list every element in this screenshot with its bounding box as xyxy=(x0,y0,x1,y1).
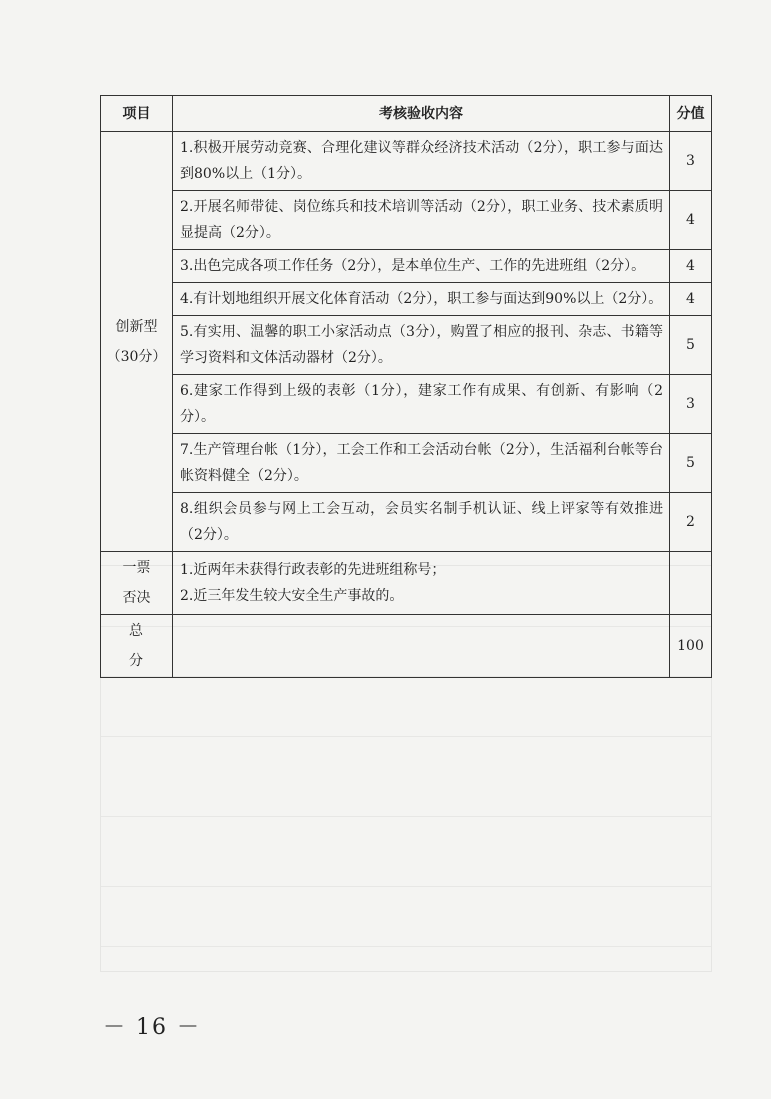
category-score: （30分） xyxy=(106,348,167,365)
criterion-score: 5 xyxy=(670,434,712,493)
criterion-score: 4 xyxy=(670,283,712,316)
veto-label-line1: 一票 xyxy=(122,560,151,576)
criterion-score: 3 xyxy=(670,375,712,434)
header-content: 考核验收内容 xyxy=(173,96,670,132)
assessment-table xyxy=(100,95,712,678)
criterion-text: 4.有计划地组织开展文化体育活动（2分），职工参与面达到90%以上（2分）。 xyxy=(173,283,670,316)
table-row xyxy=(101,493,712,552)
table-row xyxy=(101,250,712,283)
veto-label-cell xyxy=(101,552,173,615)
veto-item-2: 2.近三年发生较大安全生产事故的。 xyxy=(180,588,404,604)
table-row xyxy=(101,283,712,316)
header-item: 项目 xyxy=(101,96,173,132)
page-number: － 16 － xyxy=(103,1015,201,1040)
total-label: 总分 xyxy=(101,615,173,678)
table-row xyxy=(101,434,712,493)
total-content xyxy=(173,615,670,678)
criterion-text: 8.组织会员参与网上工会互动，会员实名制手机认证、线上评家等有效推进（2分）。 xyxy=(173,493,670,552)
total-score: 100 xyxy=(670,615,712,678)
table-row xyxy=(101,375,712,434)
table-row xyxy=(101,316,712,375)
header-score: 分值 xyxy=(670,96,712,132)
veto-score xyxy=(670,552,712,615)
veto-content xyxy=(173,552,670,615)
criterion-text: 5.有实用、温馨的职工小家活动点（3分），购置了相应的报刊、杂志、书籍等学习资料和文体活动器材（2分）。 xyxy=(173,316,670,375)
criterion-text: 3.出色完成各项工作任务（2分），是本单位生产、工作的先进班组（2分）。 xyxy=(173,250,670,283)
criterion-text: 6.建家工作得到上级的表彰（1分），建家工作有成果、有创新、有影响（2分）。 xyxy=(173,375,670,434)
category-cell xyxy=(101,132,173,552)
criterion-score: 3 xyxy=(670,132,712,191)
table-row xyxy=(101,191,712,250)
veto-label-line2: 否决 xyxy=(122,590,151,606)
veto-row xyxy=(101,552,712,615)
veto-item-1: 1.近两年未获得行政表彰的先进班组称号； xyxy=(180,562,446,578)
criterion-score: 2 xyxy=(670,493,712,552)
criterion-text: 2.开展名师带徒、岗位练兵和技术培训等活动（2分），职工业务、技术素质明显提高（2分）。 xyxy=(173,191,670,250)
criterion-text: 7.生产管理台帐（1分），工会工作和工会活动台帐（2分），生活福利台帐等台帐资料健全（2分）。 xyxy=(173,434,670,493)
table-header-row xyxy=(101,96,712,132)
total-row xyxy=(101,615,712,678)
criterion-text: 1.积极开展劳动竞赛、合理化建议等群众经济技术活动（2分），职工参与面达到80%以上（1分）。 xyxy=(173,132,670,191)
criterion-score: 4 xyxy=(670,191,712,250)
category-name: 创新型 xyxy=(115,318,158,335)
table-row xyxy=(101,132,712,191)
criterion-score: 5 xyxy=(670,316,712,375)
criterion-score: 4 xyxy=(670,250,712,283)
